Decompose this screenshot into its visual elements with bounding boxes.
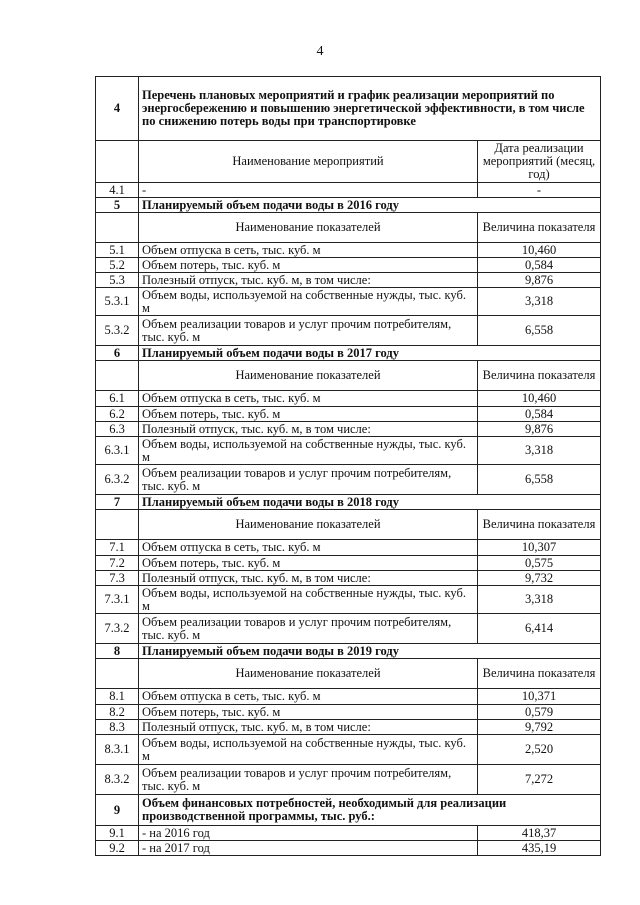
table-row <box>96 614 601 644</box>
row-number: 9.1 <box>96 826 139 841</box>
header-empty-cell <box>96 213 139 243</box>
section-row <box>96 795 601 826</box>
row-name: Объем отпуска в сеть, тыс. куб. м <box>139 391 478 407</box>
row-name: Полезный отпуск, тыс. куб. м, в том числе: <box>139 720 478 735</box>
row-number: 5.3.2 <box>96 316 139 346</box>
table-row <box>96 556 601 571</box>
row-value: 9,876 <box>478 273 601 288</box>
table-row <box>96 391 601 407</box>
row-value: 7,272 <box>478 765 601 795</box>
row-value: 3,318 <box>478 586 601 614</box>
table-row <box>96 689 601 705</box>
table-row <box>96 705 601 720</box>
header-value: Величина показателя <box>478 659 601 689</box>
row-value: 0,575 <box>478 556 601 571</box>
section-title: Планируемый объем подачи воды в 2018 году <box>139 495 601 510</box>
row-value: 435,19 <box>478 841 601 856</box>
section-row <box>96 346 601 361</box>
row-name: Объем воды, используемой на собственные нужды, тыс. куб. м <box>139 735 478 765</box>
table-row <box>96 243 601 258</box>
row-value: 9,792 <box>478 720 601 735</box>
row-value: 418,37 <box>478 826 601 841</box>
column-header-row <box>96 141 601 183</box>
row-number: 5.3.1 <box>96 288 139 316</box>
section-row <box>96 198 601 213</box>
header-name: Наименование показателей <box>139 361 478 391</box>
table-row <box>96 437 601 465</box>
section-title: Планируемый объем подачи воды в 2016 году <box>139 198 601 213</box>
header-value: Величина показателя <box>478 361 601 391</box>
row-name: - на 2016 год <box>139 826 478 841</box>
row-value: 0,584 <box>478 407 601 422</box>
page-number: 4 <box>316 44 324 59</box>
row-value: 6,414 <box>478 614 601 644</box>
row-value: - <box>478 183 601 198</box>
row-name: Объем потерь, тыс. куб. м <box>139 705 478 720</box>
section-number: 6 <box>96 346 139 361</box>
section-number: 7 <box>96 495 139 510</box>
section-row <box>96 77 601 141</box>
row-name: Объем реализации товаров и услуг прочим потребителям, тыс. куб. м <box>139 765 478 795</box>
row-name: Полезный отпуск, тыс. куб. м, в том числе: <box>139 422 478 437</box>
header-empty-cell <box>96 510 139 540</box>
table-row <box>96 735 601 765</box>
table-row <box>96 571 601 586</box>
row-name: Объем отпуска в сеть, тыс. куб. м <box>139 540 478 556</box>
row-number: 5.1 <box>96 243 139 258</box>
section-number: 9 <box>96 795 139 826</box>
header-value: Величина показателя <box>478 213 601 243</box>
table-row <box>96 841 601 856</box>
row-name: Объем воды, используемой на собственные нужды, тыс. куб. м <box>139 437 478 465</box>
program-table-body <box>96 77 601 856</box>
row-number: 8.3.1 <box>96 735 139 765</box>
row-name: Объем отпуска в сеть, тыс. куб. м <box>139 243 478 258</box>
row-name: Объем реализации товаров и услуг прочим потребителям, тыс. куб. м <box>139 316 478 346</box>
section-number: 8 <box>96 644 139 659</box>
section-row <box>96 495 601 510</box>
row-number: 8.1 <box>96 689 139 705</box>
table-row <box>96 258 601 273</box>
header-empty-cell <box>96 659 139 689</box>
header-name: Наименование показателей <box>139 659 478 689</box>
row-number: 5.2 <box>96 258 139 273</box>
table-row <box>96 826 601 841</box>
row-value: 9,876 <box>478 422 601 437</box>
column-header-row <box>96 659 601 689</box>
header-empty-cell <box>96 361 139 391</box>
row-name: Полезный отпуск, тыс. куб. м, в том числе: <box>139 571 478 586</box>
column-header-row <box>96 510 601 540</box>
section-row <box>96 644 601 659</box>
row-name: Объем потерь, тыс. куб. м <box>139 258 478 273</box>
table-row <box>96 288 601 316</box>
header-value: Величина показателя <box>478 510 601 540</box>
table-row <box>96 316 601 346</box>
row-number: 6.2 <box>96 407 139 422</box>
row-name: Объем реализации товаров и услуг прочим потребителям, тыс. куб. м <box>139 614 478 644</box>
row-number: 6.3.2 <box>96 465 139 495</box>
row-value: 6,558 <box>478 316 601 346</box>
table-row <box>96 720 601 735</box>
row-name: Объем потерь, тыс. куб. м <box>139 556 478 571</box>
row-name: - <box>139 183 478 198</box>
row-value: 3,318 <box>478 288 601 316</box>
row-value: 10,371 <box>478 689 601 705</box>
header-name: Наименование показателей <box>139 510 478 540</box>
header-name: Наименование показателей <box>139 213 478 243</box>
table-row <box>96 407 601 422</box>
row-value: 10,307 <box>478 540 601 556</box>
header-empty-cell <box>96 141 139 183</box>
row-value: 10,460 <box>478 243 601 258</box>
row-number: 5.3 <box>96 273 139 288</box>
row-name: - на 2017 год <box>139 841 478 856</box>
row-name: Объем воды, используемой на собственные нужды, тыс. куб. м <box>139 288 478 316</box>
row-value: 2,520 <box>478 735 601 765</box>
table-row <box>96 586 601 614</box>
table-row <box>96 540 601 556</box>
row-name: Полезный отпуск, тыс. куб. м, в том числе: <box>139 273 478 288</box>
header-name: Наименование мероприятий <box>139 141 478 183</box>
row-name: Объем реализации товаров и услуг прочим потребителям, тыс. куб. м <box>139 465 478 495</box>
row-name: Объем воды, используемой на собственные нужды, тыс. куб. м <box>139 586 478 614</box>
column-header-row <box>96 361 601 391</box>
row-value: 0,584 <box>478 258 601 273</box>
program-table <box>95 76 601 856</box>
header-value: Дата реализации мероприятий (месяц, год) <box>478 141 601 183</box>
row-number: 8.3 <box>96 720 139 735</box>
table-row <box>96 422 601 437</box>
table-row <box>96 765 601 795</box>
row-number: 9.2 <box>96 841 139 856</box>
section-title: Объем финансовых потребностей, необходимый для реализации производственной программы, тыс. руб.: <box>139 795 601 826</box>
row-number: 4.1 <box>96 183 139 198</box>
row-number: 6.3.1 <box>96 437 139 465</box>
row-number: 7.1 <box>96 540 139 556</box>
row-number: 7.3.2 <box>96 614 139 644</box>
section-title: Перечень плановых мероприятий и график реализации мероприятий по энергосбережению и повышению энергетической эффективности, в том числе по снижению потерь воды при транспортировке <box>139 77 601 141</box>
column-header-row <box>96 213 601 243</box>
row-value: 10,460 <box>478 391 601 407</box>
row-number: 6.3 <box>96 422 139 437</box>
table-row <box>96 183 601 198</box>
row-number: 6.1 <box>96 391 139 407</box>
row-number: 7.2 <box>96 556 139 571</box>
section-number: 4 <box>96 77 139 141</box>
row-number: 8.2 <box>96 705 139 720</box>
row-value: 9,732 <box>478 571 601 586</box>
table-row <box>96 465 601 495</box>
row-number: 7.3 <box>96 571 139 586</box>
table-row <box>96 273 601 288</box>
section-number: 5 <box>96 198 139 213</box>
section-title: Планируемый объем подачи воды в 2017 году <box>139 346 601 361</box>
row-value: 0,579 <box>478 705 601 720</box>
row-number: 7.3.1 <box>96 586 139 614</box>
row-name: Объем отпуска в сеть, тыс. куб. м <box>139 689 478 705</box>
row-number: 8.3.2 <box>96 765 139 795</box>
row-value: 6,558 <box>478 465 601 495</box>
section-title: Планируемый объем подачи воды в 2019 году <box>139 644 601 659</box>
row-name: Объем потерь, тыс. куб. м <box>139 407 478 422</box>
row-value: 3,318 <box>478 437 601 465</box>
